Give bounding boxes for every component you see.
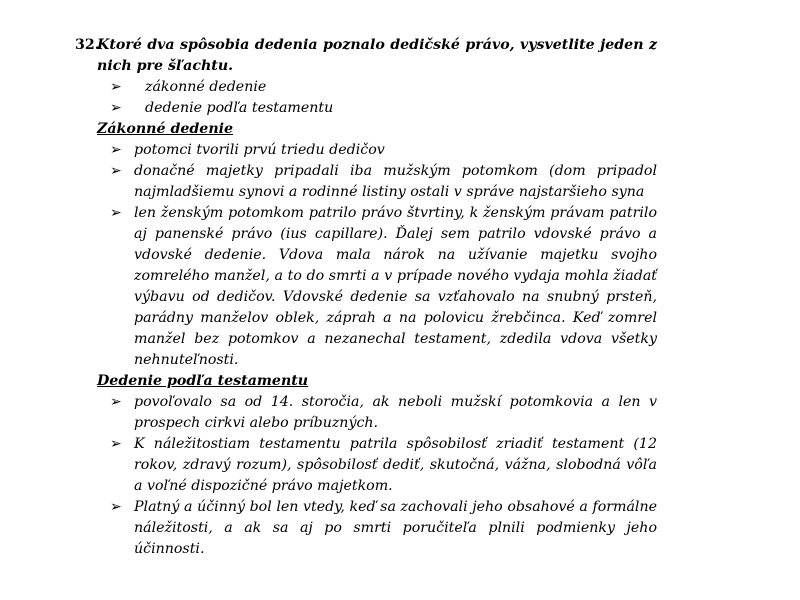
- arrow-bullet-icon: ➢: [110, 205, 122, 221]
- arrow-bullet-icon: ➢: [110, 100, 122, 116]
- question-text: Ktoré dva spôsobia dedenia poznalo dedičské právo, vysvetlite jeden z nich pre šľachtu.: [97, 37, 657, 74]
- section-heading-legal-inheritance: Zákonné dedenie: [97, 121, 234, 137]
- list-item: [110, 140, 657, 161]
- section-heading-testament-inheritance: Dedenie podľa testamentu: [97, 373, 309, 389]
- list-item: [110, 434, 657, 497]
- arrow-bullet-icon: ➢: [110, 163, 122, 179]
- overview-list: [75, 77, 657, 119]
- question-number: 32.: [75, 37, 100, 53]
- arrow-bullet-icon: ➢: [110, 499, 122, 515]
- list-item: [110, 77, 657, 98]
- legal-inheritance-list: [75, 140, 657, 371]
- list-item-text: Platný a účinný bol len vtedy, keď sa zachovali jeho obsahové a formálne náležitosti, a ak sa aj po smrti poručiteľa plnili podmienky jeho účinnosti.: [134, 499, 657, 557]
- question-heading: [75, 35, 657, 77]
- list-item: [110, 392, 657, 434]
- list-item-text: potomci tvorili prvú triedu dedičov: [134, 142, 385, 158]
- list-item-text: povoľovalo sa od 14. storočia, ak neboli mužskí potomkovia a len v prospech cirkvi alebo príbuzných.: [134, 394, 657, 431]
- arrow-bullet-icon: ➢: [110, 142, 122, 158]
- list-item: [110, 161, 657, 203]
- list-item-text: K náležitostiam testamentu patrila spôsobilosť zriadiť testament (12 rokov, zdravý rozum), spôsobilosť dediť, skutočná, vážna, slobodná vôľa a voľné dispozičné právo majetkom.: [134, 436, 657, 494]
- document-content: [75, 35, 657, 560]
- list-item: [110, 98, 657, 119]
- list-item-text: donačné majetky pripadali iba mužským potomkom (dom pripadol najmladšiemu synovi a rodinné listiny ostali v správe najstaršieho syna: [134, 163, 657, 200]
- list-item-text: zákonné dedenie: [145, 79, 267, 95]
- list-item-text: len ženským potomkom patrilo právo štvrtiny, k ženským právam patrilo aj panenské právo (ius capillare). Ďalej sem patrilo vdovské právo a vdovské dedenie. Vdova mala nárok na užívanie majetku svojho zomrelého manžel, a to do smrti a v prípade nového vydaja mohla žiadať výbavu od dedičov. Vdovské dedenie sa vzťahovalo na snubný prsteň, parádny manželov oblek, záprah a na polovicu žrebčinca. Keď zomrel manžel bez potomkov a nezanechal testament, zdedila vdova všetky nehnuteľnosti.: [134, 205, 657, 368]
- arrow-bullet-icon: ➢: [110, 436, 122, 452]
- arrow-bullet-icon: ➢: [110, 394, 122, 410]
- testament-inheritance-list: [75, 392, 657, 560]
- list-item-text: dedenie podľa testamentu: [145, 100, 334, 116]
- arrow-bullet-icon: ➢: [110, 79, 122, 95]
- list-item: [110, 497, 657, 560]
- list-item: [110, 203, 657, 371]
